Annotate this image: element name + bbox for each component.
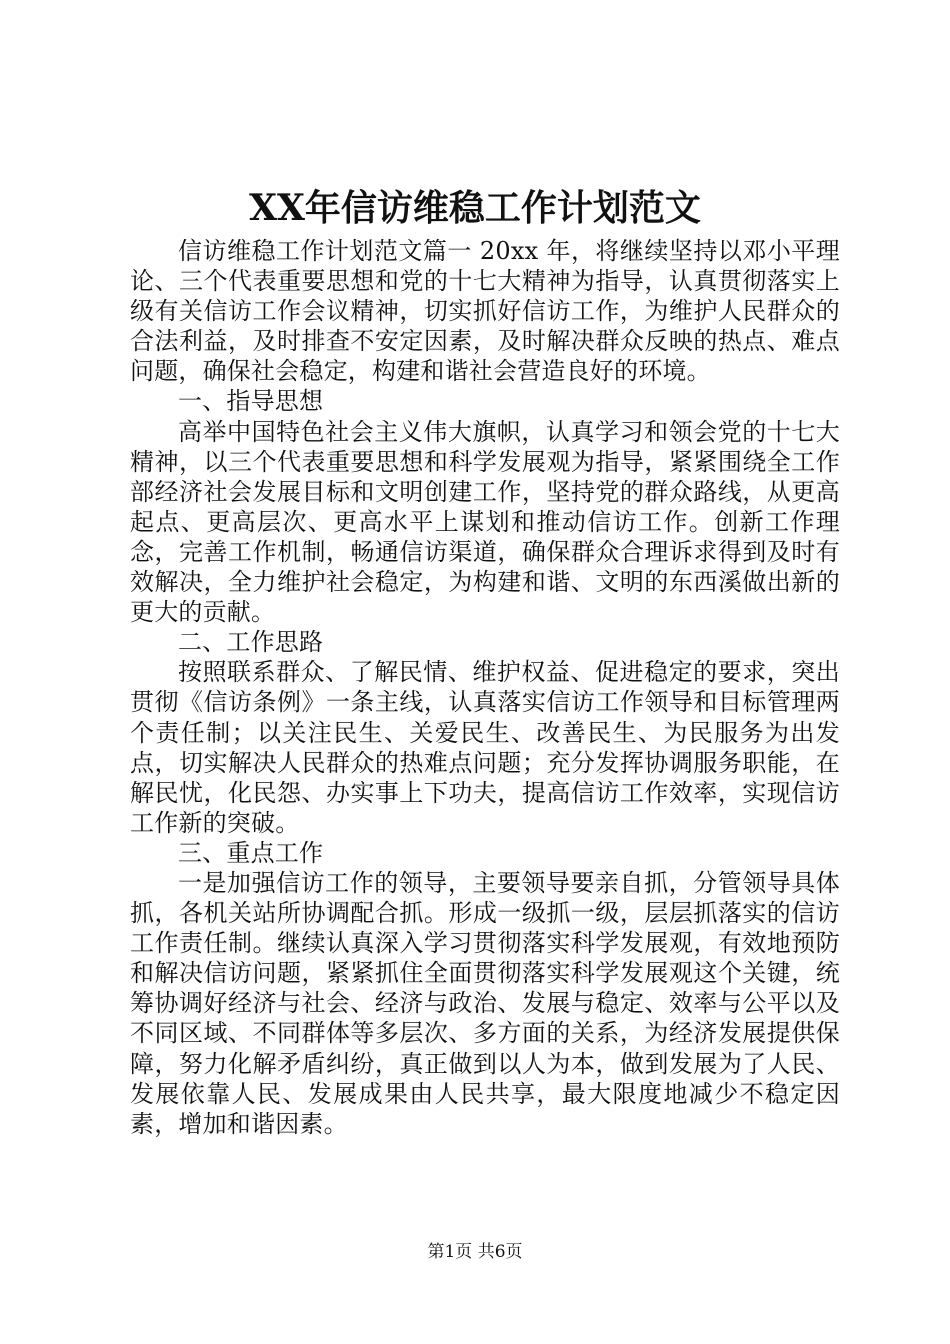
paragraph-key-work: 一是加强信访工作的领导，主要领导要亲自抓，分管领导具体抓，各机关站所协调配合抓。形成一级抓一级，层层抓落实的信访工作责任制。继续认真深入学习贯彻落实科学发展观，有效地预防和解决信访问题，紧紧抓住全面贯彻落实科学发展观这个关键，统筹协调好经济与社会、经济与政治、发展与稳定、效率与公平以及不同区域、不同群体等多层次、多方面的关系，为经济发展提供保障，努力化解矛盾纠纷，真正做到以人为本，做到发展为了人民、发展依靠人民、发展成果由人民共享，最大限度地减少不稳定因素，增加和谐因素。 [130,868,840,1138]
section-heading-guiding-thought: 一、指导思想 [178,387,324,416]
paragraph-guiding-thought: 高举中国特色社会主义伟大旗帜，认真学习和领会党的十七大精神，以三个代表重要思想和科学发展观为指导，紧紧围绕全工作部经济社会发展目标和文明创建工作，坚持党的群众路线，从更高起点、更高层次、更高水平上谋划和推动信访工作。创新工作理念，完善工作机制，畅通信访渠道，确保群众合理诉求得到及时有效解决，全力维护社会稳定，为构建和谐、文明的东西溪做出新的更大的贡献。 [130,417,840,627]
paragraph-intro: 信访维稳工作计划范文篇一 20xx 年，将继续坚持以邓小平理论、三个代表重要思想和党的十七大精神为指导，认真贯彻落实上级有关信访工作会议精神，切实抓好信访工作，为维护人民群众的合法利益，及时排查不安定因素，及时解决群众反映的热点、难点问题，确保社会稳定，构建和谐社会营造良好的环境。 [130,237,840,386]
section-heading-work-approach: 二、工作思路 [178,628,324,657]
document-body [130,236,840,1139]
document-title: XX年信访维稳工作计划范文 [249,187,701,229]
section-heading-key-work: 三、重点工作 [178,838,324,867]
page-number-footer: 第1页 共6页 [427,1242,523,1262]
paragraph-work-approach: 按照联系群众、了解民情、维护权益、促进稳定的要求，突出贯彻《信访条例》一条主线，认真落实信访工作领导和目标管理两个责任制；以关注民生、关爱民生、改善民生、为民服务为出发点，切实解决人民群众的热难点问题；充分发挥协调服务职能，在解民忧，化民怨、办实事上下功夫，提高信访工作效率，实现信访工作新的突破。 [130,658,840,837]
